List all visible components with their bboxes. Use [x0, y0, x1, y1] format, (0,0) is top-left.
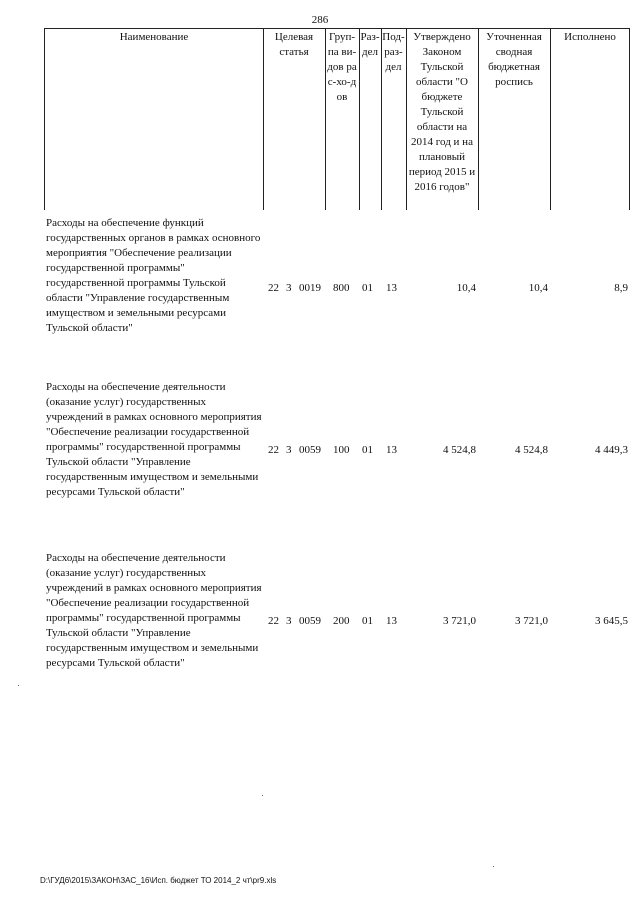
- header-target-article: Целевая статья: [274, 31, 314, 58]
- expense-group: 100: [333, 444, 350, 456]
- header-executed: Исполнено: [564, 31, 616, 43]
- header-name: Наименование: [119, 31, 189, 43]
- refined-amount: 10,4: [528, 282, 548, 294]
- header-approved: Утверждено Законом Тульской области "О бюджете Тульской области на 2014 год и на плановый период 2015 и 2016 годов": [408, 31, 476, 193]
- row-name: Расходы на обеспечение деятельности (оказание услуг) государственных учреждений в рамках основного мероприятия "Обеспечение реализации государственной программы" государственной программы Тульской области "Управление государственным имуществом и земельными ресурсами Тульской области": [46, 381, 262, 498]
- divider-2: [325, 28, 326, 210]
- code-part-a: 22: [268, 444, 279, 456]
- header-section: Раз-дел: [360, 31, 380, 58]
- subsection: 13: [386, 444, 397, 456]
- code-part-b: 3: [286, 444, 292, 456]
- refined-amount: 4 524,8: [515, 444, 548, 456]
- section: 01: [362, 444, 373, 456]
- scan-speck: [18, 685, 19, 686]
- code-part-b: 3: [286, 282, 292, 294]
- approved-amount: 10,4: [456, 282, 476, 294]
- row-name: Расходы на обеспечение функций государственных органов в рамках основного мероприятия "Обеспечение реализации государственной программы" государственной программы Тульской области "Управление государственным имуществом и земельными ресурсами Тульской области": [46, 217, 261, 334]
- subsection: 13: [386, 615, 397, 627]
- code-part-a: 22: [268, 282, 279, 294]
- scan-speck: [493, 866, 494, 867]
- header-subsection: Под-раз-дел: [382, 31, 405, 73]
- expense-group: 200: [333, 615, 350, 627]
- code-part-c: 0059: [299, 444, 321, 456]
- section: 01: [362, 615, 373, 627]
- page-number: 286: [311, 14, 329, 26]
- code-part-a: 22: [268, 615, 279, 627]
- subsection: 13: [386, 282, 397, 294]
- code-part-c: 0059: [299, 615, 321, 627]
- code-part-b: 3: [286, 615, 292, 627]
- row-name: Расходы на обеспечение деятельности (оказание услуг) государственных учреждений в рамках основного мероприятия "Обеспечение реализации государственной программы" государственной программы Тульской области "Управление государственным имуществом и земельными ресурсами Тульской области": [46, 552, 262, 669]
- header-refined: Уточненная сводная бюджетная роспись: [486, 31, 542, 88]
- executed-amount: 8,9: [614, 282, 628, 294]
- section: 01: [362, 282, 373, 294]
- refined-amount: 3 721,0: [515, 615, 548, 627]
- divider-7: [550, 28, 551, 210]
- executed-amount: 3 645,5: [595, 615, 628, 627]
- approved-amount: 3 721,0: [443, 615, 476, 627]
- code-part-c: 0019: [299, 282, 321, 294]
- header-expense-group: Груп-па ви-дов рас-хо-дов: [327, 31, 357, 103]
- expense-group: 800: [333, 282, 350, 294]
- scan-speck: [262, 795, 263, 796]
- file-path-footer: D:\ГУД6\2015\ЗАКОН\ЗАС_16\Исп. бюджет ТО 2014_2 чт\pr9.xls: [40, 876, 277, 885]
- approved-amount: 4 524,8: [443, 444, 476, 456]
- executed-amount: 4 449,3: [595, 444, 628, 456]
